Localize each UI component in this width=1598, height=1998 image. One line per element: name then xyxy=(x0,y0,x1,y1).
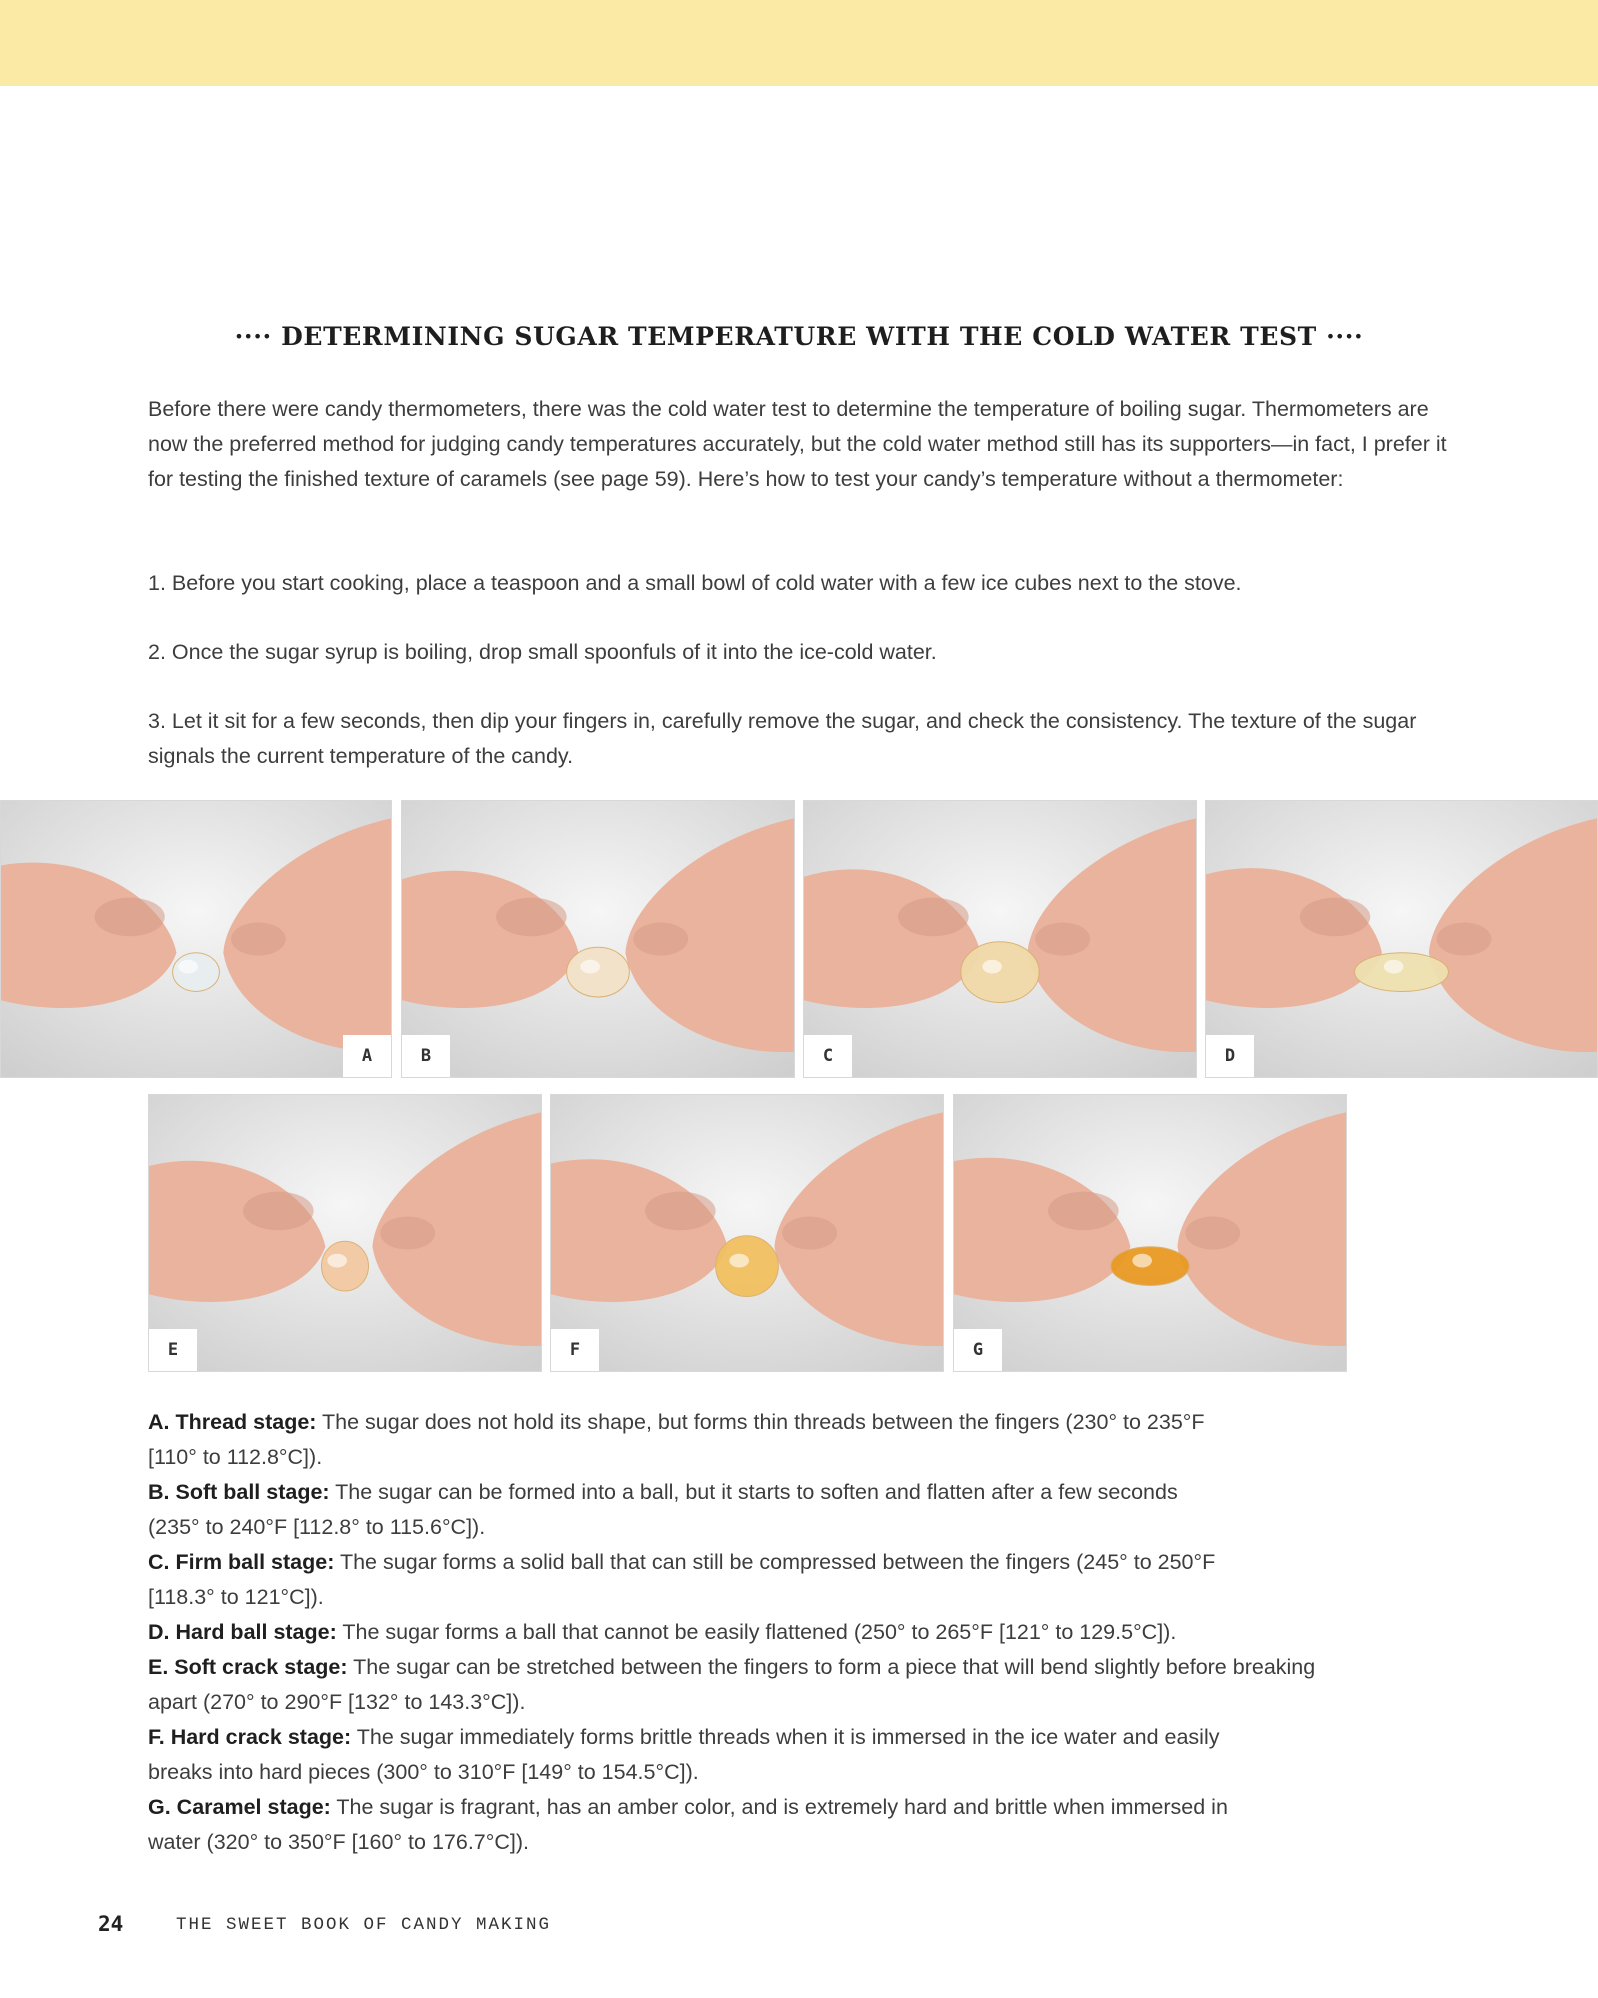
caption-text-f: The sugar immediately forms brittle threads when it is immersed in the ice water and easily breaks into hard pieces (300° to 310°F [149° to 154.5°C]). xyxy=(148,1725,1220,1784)
caption-d xyxy=(148,1615,1468,1650)
candy-piece xyxy=(321,1241,368,1291)
photo-label-g: G xyxy=(954,1329,1002,1371)
caption-f xyxy=(148,1720,1468,1790)
caption-term-f: F. Hard crack stage: xyxy=(148,1725,352,1749)
photo-b xyxy=(401,800,795,1078)
candy-piece xyxy=(1355,953,1449,992)
caption-term-c: C. Firm ball stage: xyxy=(148,1550,335,1574)
photo-f xyxy=(550,1094,944,1372)
section-heading: ···· DETERMINING SUGAR TEMPERATURE WITH THE COLD WATER TEST ···· xyxy=(234,322,1364,351)
candy-piece xyxy=(567,947,630,997)
photo-d-illustration xyxy=(1206,801,1597,1077)
photo-c xyxy=(803,800,1197,1078)
page-number: 24 xyxy=(98,1912,124,1936)
caption-term-b: B. Soft ball stage: xyxy=(148,1480,330,1504)
candy-piece xyxy=(1111,1247,1189,1286)
caption-c xyxy=(148,1545,1468,1615)
photo-d xyxy=(1205,800,1598,1078)
caption-g xyxy=(148,1790,1468,1860)
caption-term-d: D. Hard ball stage: xyxy=(148,1620,337,1644)
candy-piece xyxy=(716,1236,779,1297)
photo-c-illustration xyxy=(804,801,1196,1077)
stage-captions xyxy=(148,1405,1468,1860)
photo-g xyxy=(953,1094,1347,1372)
caption-term-g: G. Caramel stage: xyxy=(148,1795,331,1819)
photo-label-a: A xyxy=(343,1035,391,1077)
step-2: 2. Once the sugar syrup is boiling, drop small spoonfuls of it into the ice-cold water. xyxy=(148,640,937,664)
photo-label-b: B xyxy=(402,1035,450,1077)
caption-e xyxy=(148,1650,1468,1720)
photo-a xyxy=(0,800,392,1078)
caption-text-b: The sugar can be formed into a ball, but it starts to soften and flatten after a few seconds (235° to 240°F [112.8° to 115.6°C]). xyxy=(148,1480,1178,1539)
caption-text-a: The sugar does not hold its shape, but forms thin threads between the fingers (230° to 235°F [110° to 112.8°C]). xyxy=(148,1410,1205,1469)
candy-piece xyxy=(961,942,1039,1003)
caption-term-e: E. Soft crack stage: xyxy=(148,1655,348,1679)
photo-b-illustration xyxy=(402,801,794,1077)
running-footer-title: THE SWEET BOOK OF CANDY MAKING xyxy=(176,1915,552,1935)
intro-text: Before there were candy thermometers, there was the cold water test to determine the temperature of boiling sugar. Thermometers are now the preferred method for judging candy temperatures accurately, but the cold water method still has its supporters—in fact, I prefer it for testing the finished texture of caramels (see page 59). Here’s how to test your candy’s temperature without a thermometer: xyxy=(148,397,1447,491)
candy-piece xyxy=(173,953,220,992)
decorative-top-band xyxy=(0,0,1598,86)
caption-text-e: The sugar can be stretched between the fingers to form a piece that will bend slightly before breaking apart (270° to 290°F [132° to 143.3°C]). xyxy=(148,1655,1316,1714)
photo-g-illustration xyxy=(954,1095,1346,1371)
caption-text-c: The sugar forms a solid ball that can still be compressed between the fingers (245° to 250°F [118.3° to 121°C]). xyxy=(148,1550,1216,1609)
photo-label-c: C xyxy=(804,1035,852,1077)
caption-term-a: A. Thread stage: xyxy=(148,1410,317,1434)
photo-label-f: F xyxy=(551,1329,599,1371)
caption-a xyxy=(148,1405,1468,1475)
step-1: 1. Before you start cooking, place a teaspoon and a small bowl of cold water with a few ice cubes next to the stove. xyxy=(148,571,1242,595)
caption-text-g: The sugar is fragrant, has an amber color, and is extremely hard and brittle when immersed in water (320° to 350°F [160° to 176.7°C]). xyxy=(148,1795,1228,1854)
photo-e xyxy=(148,1094,542,1372)
photo-a-illustration xyxy=(1,801,391,1077)
step-3: 3. Let it sit for a few seconds, then dip your fingers in, carefully remove the sugar, and check the consistency. The texture of the sugar signals the current temperature of the candy. xyxy=(148,709,1417,768)
photo-label-d: D xyxy=(1206,1035,1254,1077)
caption-text-d: The sugar forms a ball that cannot be easily flattened (250° to 265°F [121° to 129.5°C]). xyxy=(336,1620,1177,1644)
intro-paragraph xyxy=(148,392,1458,497)
caption-b xyxy=(148,1475,1468,1545)
scalloped-edge xyxy=(0,70,1598,90)
photo-f-illustration xyxy=(551,1095,943,1371)
photo-label-e: E xyxy=(149,1329,197,1371)
photo-e-illustration xyxy=(149,1095,541,1371)
